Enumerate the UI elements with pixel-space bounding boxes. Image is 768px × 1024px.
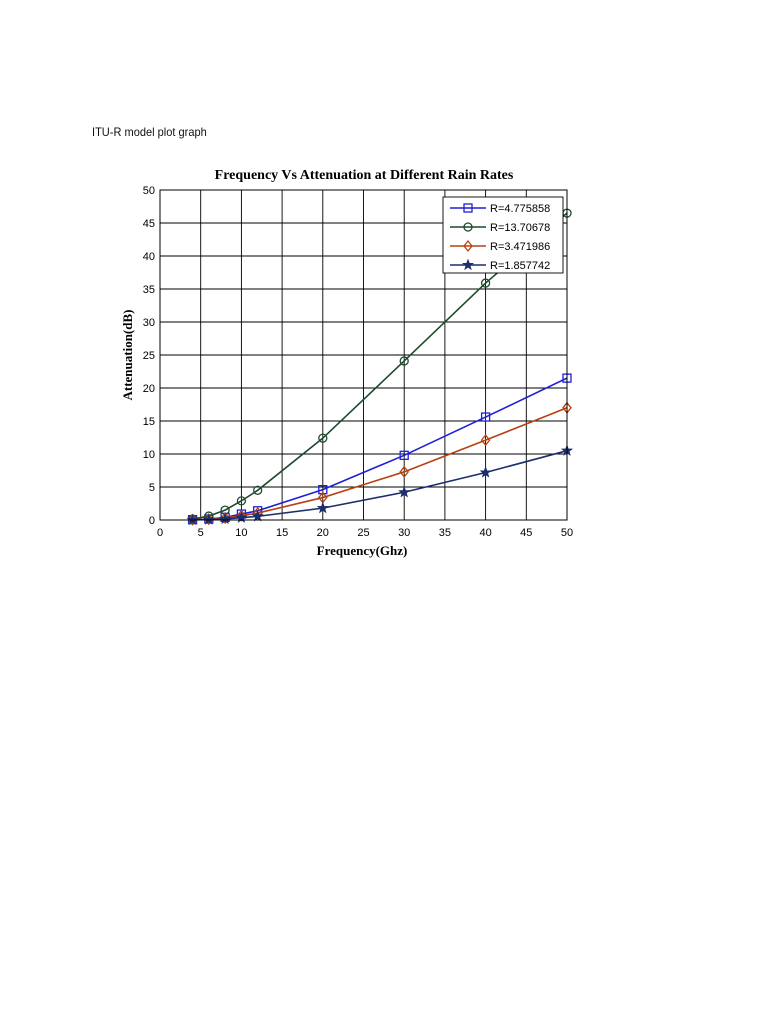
y-tick-label: 15 (142, 416, 155, 428)
x-tick-label: 30 (398, 527, 411, 539)
y-axis-label: Attenuation(dB) (120, 309, 135, 401)
x-tick-label: 5 (197, 527, 204, 539)
y-tick-label: 5 (148, 482, 155, 494)
series-line (193, 451, 567, 520)
chart-title: Frequency Vs Attenuation at Different Rain Rates (214, 168, 514, 183)
document-caption: ITU-R model plot graph (92, 125, 207, 139)
x-tick-label: 15 (275, 527, 289, 539)
x-tick-label: 25 (357, 527, 370, 539)
x-tick-label: 20 (316, 527, 329, 539)
y-tick-label: 40 (142, 251, 155, 263)
y-tick-label: 10 (142, 449, 155, 461)
y-tick-label: 20 (142, 383, 155, 395)
legend-label: R=3.471986 (490, 241, 551, 253)
x-tick-label: 10 (235, 527, 248, 539)
y-tick-label: 45 (142, 218, 155, 230)
y-tick-label: 25 (142, 350, 155, 362)
x-tick-label: 0 (156, 527, 164, 539)
y-tick-label: 50 (142, 185, 155, 197)
y-tick-label: 30 (142, 317, 155, 329)
legend-label: R=1.857742 (490, 260, 551, 272)
legend-label: R=4.775858 (490, 203, 551, 215)
legend (443, 197, 563, 273)
x-axis-label: Frequency(Ghz) (316, 543, 408, 558)
legend-label: R=13.70678 (490, 222, 551, 234)
x-tick-label: 35 (438, 527, 452, 539)
x-tick-label: 45 (520, 527, 533, 539)
x-tick-label: 50 (560, 527, 574, 539)
series-line (193, 408, 567, 520)
y-tick-label: 35 (142, 284, 155, 296)
y-tick-label: 0 (148, 515, 155, 527)
x-tick-label: 40 (479, 527, 492, 539)
series-line (193, 378, 567, 520)
